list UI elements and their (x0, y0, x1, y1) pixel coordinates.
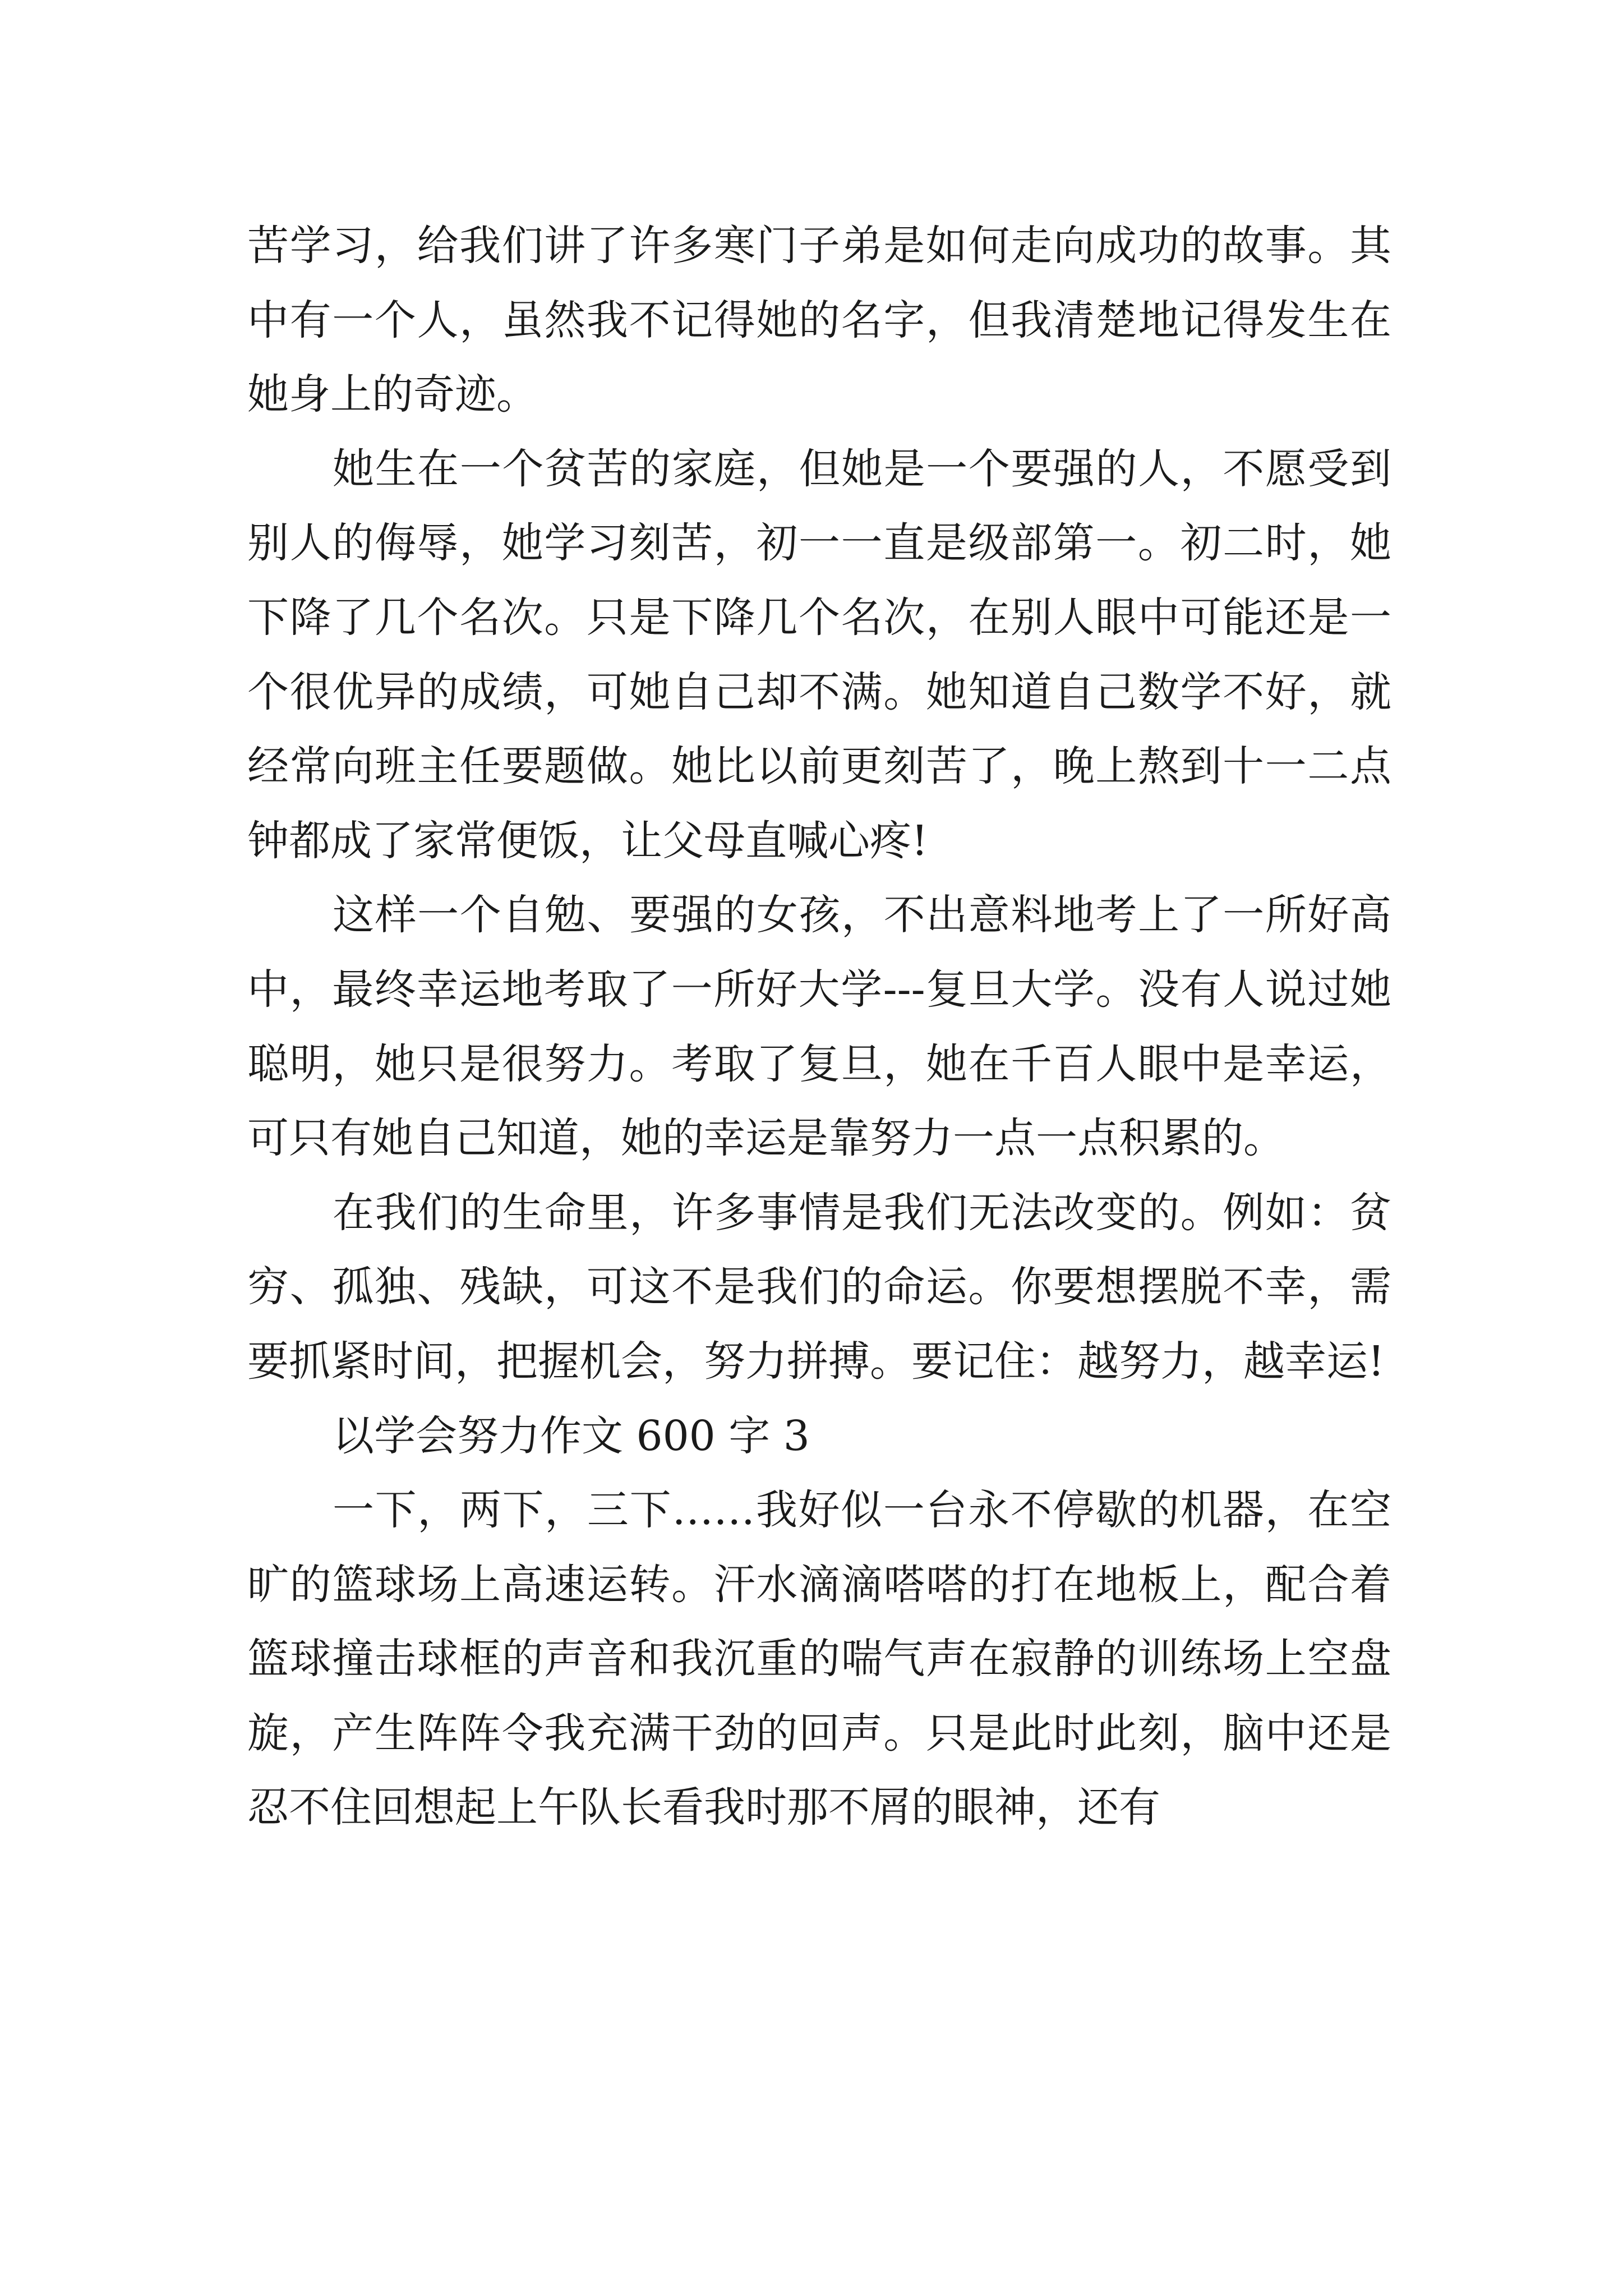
document-body (247, 209, 1391, 1845)
paragraph-3: 这样一个自勉、要强的女孩，不出意料地考上了一所好高中，最终幸运地考取了一所好大学---复旦大学。没有人说过她聪明，她只是很努力。考取了复旦，她在千百人眼中是幸运，可只有她自己知道，她的幸运是靠努力一点一点积累的。 (247, 891, 1391, 1163)
paragraph-4: 在我们的生命里，许多事情是我们无法改变的。例如：贫穷、孤独、残缺，可这不是我们的命运。你要想摆脱不幸，需要抓紧时间，把握机会，努力拼搏。要记住：越努力，越幸运! (247, 1188, 1391, 1386)
paragraph-5: 一下，两下，三下……我好似一台永不停歇的机器，在空旷的篮球场上高速运转。汗水滴滴嗒嗒的打在地板上，配合着篮球撞击球框的声音和我沉重的喘气声在寂静的训练场上空盘旋，产生阵阵令我充满干劲的回声。只是此时此刻，脑中还是忍不住回想起上午队长看我时那不屑的眼神，还有 (247, 1486, 1391, 1832)
paragraph-2: 她生在一个贫苦的家庭，但她是一个要强的人，不愿受到别人的侮辱，她学习刻苦，初一一直是级部第一。初二时，她下降了几个名次。只是下降几个名次，在别人眼中可能还是一个很优异的成绩，可她自己却不满。她知道自己数学不好，就经常向班主任要题做。她比以前更刻苦了，晚上熬到十一二点钟都成了家常便饭，让父母直喊心疼! (247, 444, 1391, 865)
paragraph-1: 苦学习，给我们讲了许多寒门子弟是如何走向成功的故事。其中有一个人，虽然我不记得她的名字，但我清楚地记得发生在她身上的奇迹。 (247, 222, 1391, 419)
section-heading: 以学会努力作文 600 字 3 (333, 1411, 810, 1460)
